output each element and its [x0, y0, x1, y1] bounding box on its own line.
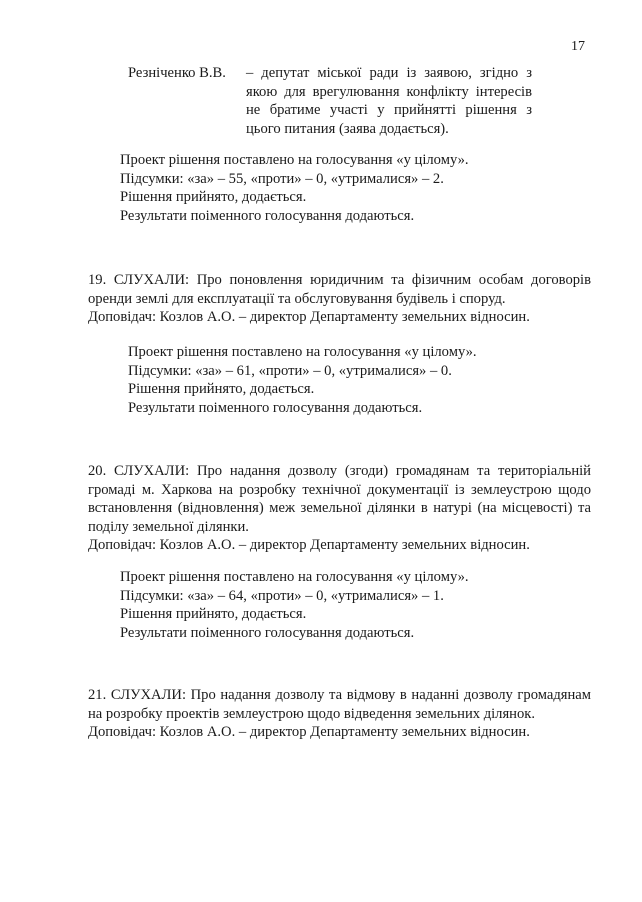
vote-put-line: Проект рішення поставлено на голосування «у цілому».	[120, 152, 469, 168]
agenda-item-20	[88, 462, 591, 555]
decision-line: Рішення прийнято, додається.	[120, 189, 307, 206]
item-heading: 20. СЛУХАЛИ: Про надання дозволу (згоди) громадянам та територіальній громаді м. Харкова на розробку технічної документації із землеустрою щодо встановлення (відновлення) меж земельної ділянки в натурі (на місцевості) та поділу земельної ділянки.	[88, 463, 591, 535]
item-speaker: Доповідач: Козлов А.О. – директор Департаменту земельних відносин.	[88, 537, 530, 554]
agenda-item-19	[88, 271, 591, 327]
decision-line: Рішення прийнято, додається.	[128, 381, 315, 398]
deputy-name: Резніченко В.В.	[128, 65, 226, 81]
deputy-statement: – депутат міської ради із заявою, згідно з якою для врегулювання конфлікту інтересів не братиме участі у прийнятті рішення з цього питания (заява додається).	[246, 65, 532, 137]
results-line: Результати поіменного голосування додаються.	[128, 399, 423, 416]
agenda-item-21	[88, 686, 591, 742]
vote-tally-line: Підсумки: «за» – 61, «проти» – 0, «утрималися» – 0.	[128, 362, 452, 379]
item-speaker: Доповідач: Козлов А.О. – директор Департаменту земельних відносин.	[88, 309, 530, 326]
vote-result-18	[120, 151, 469, 225]
item-heading: 21. СЛУХАЛИ: Про надання дозволу та відмову в наданні дозволу громадянам на розробку проектів землеустрою щодо відведення земельних ділянок.	[88, 687, 591, 722]
vote-result-20	[120, 568, 469, 642]
decision-line: Рішення прийнято, додається.	[120, 606, 307, 623]
vote-put-line: Проект рішення поставлено на голосування «у цілому».	[128, 344, 477, 360]
vote-result-19	[128, 343, 477, 417]
page-number: 17	[571, 39, 585, 54]
vote-tally-line: Підсумки: «за» – 64, «проти» – 0, «утрималися» – 1.	[120, 587, 444, 604]
item-speaker: Доповідач: Козлов А.О. – директор Департаменту земельних відносин.	[88, 724, 530, 741]
item-heading: 19. СЛУХАЛИ: Про поновлення юридичним та фізичним особам договорів оренди землі для експлуатації та обслуговування будівель і споруд.	[88, 272, 591, 307]
vote-tally-line: Підсумки: «за» – 55, «проти» – 0, «утрималися» – 2.	[120, 170, 444, 187]
results-line: Результати поіменного голосування додаються.	[120, 207, 415, 224]
results-line: Результати поіменного голосування додаються.	[120, 624, 415, 641]
vote-put-line: Проект рішення поставлено на голосування «у цілому».	[120, 569, 469, 585]
